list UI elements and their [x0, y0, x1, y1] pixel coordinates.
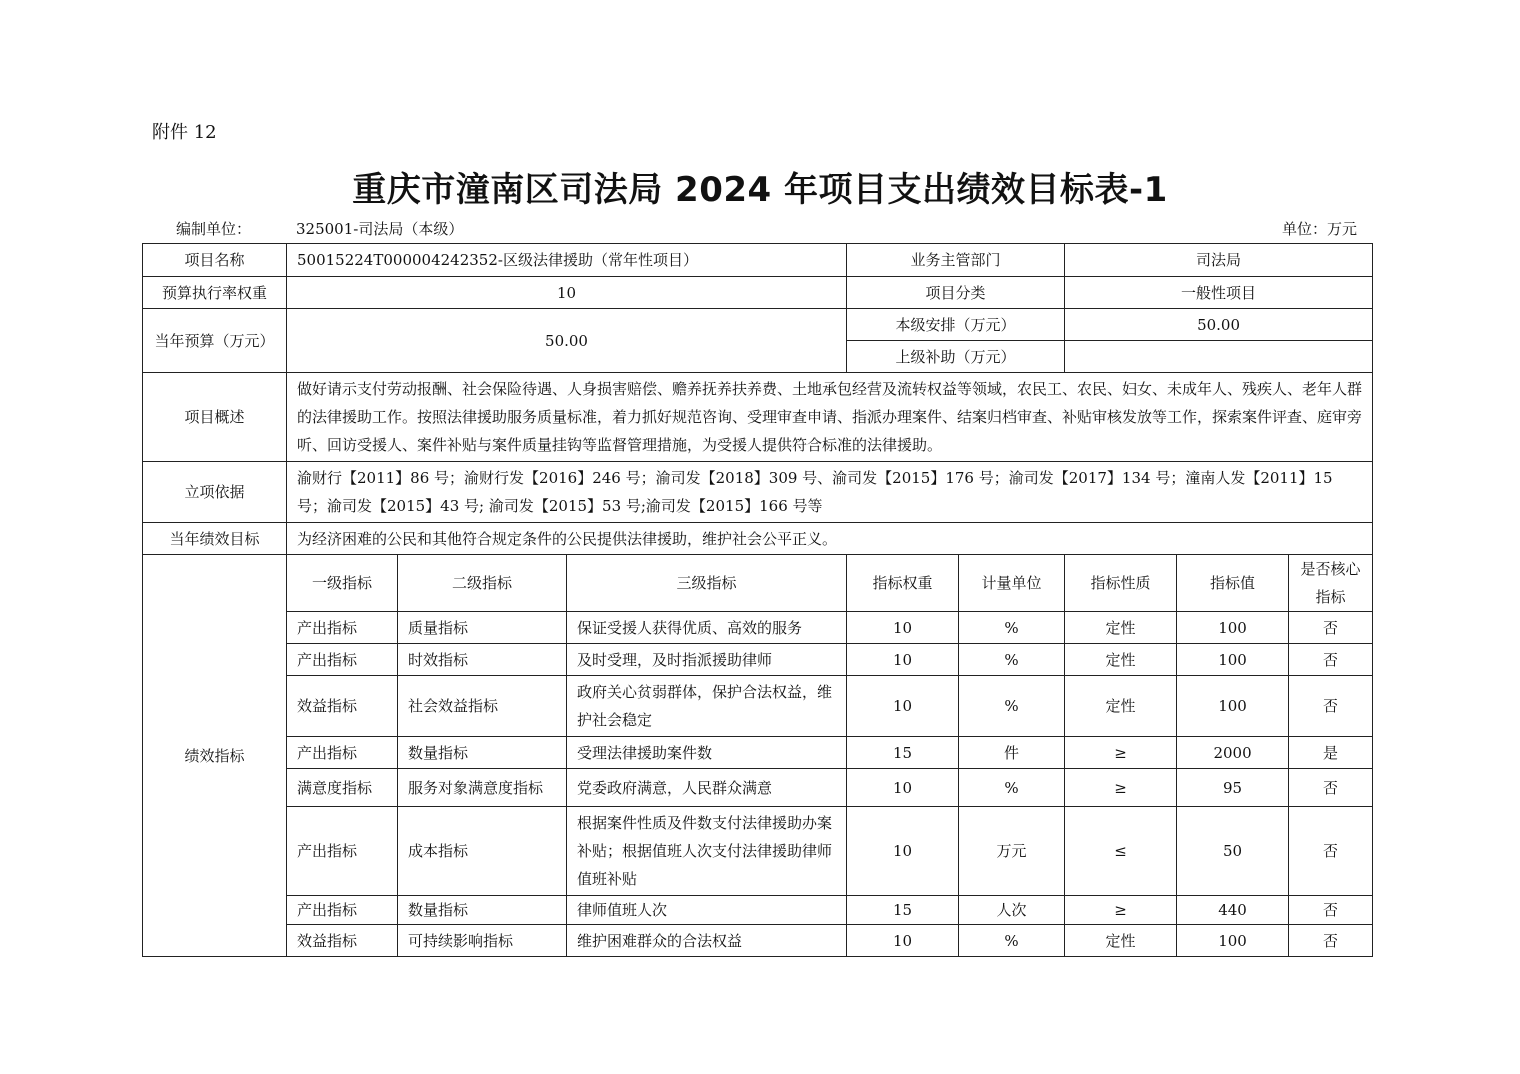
row-unit: 万元: [959, 807, 1065, 896]
row-level3: 党委政府满意，人民群众满意: [567, 769, 847, 807]
row-level2: 成本指标: [398, 807, 567, 896]
row-nature: ≥: [1065, 737, 1177, 769]
row-value: 95: [1177, 769, 1289, 807]
row-level2: 社会效益指标: [398, 676, 567, 737]
row-weight: 10: [847, 769, 959, 807]
dept-value: 司法局: [1065, 244, 1373, 277]
row-nature: ≥: [1065, 896, 1177, 925]
table-row: [143, 612, 1373, 644]
category-label: 项目分类: [847, 277, 1065, 309]
table-row: [143, 644, 1373, 676]
row-weight: 10: [847, 807, 959, 896]
category-value: 一般性项目: [1065, 277, 1373, 309]
row-level3: 维护困难群众的合法权益: [567, 925, 847, 957]
budget-row: [143, 309, 1373, 341]
row-level2: 时效指标: [398, 644, 567, 676]
row-level2: 数量指标: [398, 737, 567, 769]
goal-value: 为经济困难的公民和其他符合规定条件的公民提供法律援助，维护社会公平正义。: [287, 523, 1373, 555]
table-row: [143, 807, 1373, 896]
row-level3: 保证受援人获得优质、高效的服务: [567, 612, 847, 644]
basis-label: 立项依据: [143, 462, 287, 523]
project-name-value: 50015224T000004242352-区级法律援助（常年性项目）: [287, 244, 847, 277]
dept-label: 业务主管部门: [847, 244, 1065, 277]
row-unit: %: [959, 612, 1065, 644]
table-row: [143, 769, 1373, 807]
row-level2: 可持续影响指标: [398, 925, 567, 957]
row-weight: 15: [847, 737, 959, 769]
compiling-unit-label: 编制单位：: [176, 220, 252, 238]
row-core: 否: [1289, 644, 1373, 676]
goal-label: 当年绩效目标: [143, 523, 287, 555]
superior-value: [1065, 341, 1373, 373]
performance-table: [142, 243, 1373, 957]
row-core: 否: [1289, 807, 1373, 896]
row-level2: 服务对象满意度指标: [398, 769, 567, 807]
row-value: 50: [1177, 807, 1289, 896]
row-value: 2000: [1177, 737, 1289, 769]
overview-row: [143, 373, 1373, 462]
indicator-header-row: [143, 555, 1373, 612]
weight-label: 预算执行率权重: [143, 277, 287, 309]
row-value: 100: [1177, 676, 1289, 737]
row-core: 否: [1289, 612, 1373, 644]
overview-value: 做好请示支付劳动报酬、社会保险待遇、人身损害赔偿、赡养抚养扶养费、土地承包经营及流转权益等领域，农民工、农民、妇女、未成年人、残疾人、老年人群的法律援助工作。按照法律援助服务质量标准，着力抓好规范咨询、受理审查申请、指派办理案件、结案归档审查、补贴审核发放等工作，探索案件评查、庭审旁听、回访受援人、案件补贴与案件质量挂钩等监督管理措施，为受援人提供符合标准的法律援助。: [287, 373, 1373, 462]
weight-value: 10: [287, 277, 847, 309]
row-level3: 根据案件性质及件数支付法律援助办案补贴；根据值班人次支付法律援助律师值班补贴: [567, 807, 847, 896]
header-core: 是否核心指标: [1289, 555, 1373, 612]
row-unit: %: [959, 925, 1065, 957]
row-core: 否: [1289, 676, 1373, 737]
header-unit: 计量单位: [959, 555, 1065, 612]
compiling-unit-value: 325001-司法局（本级）: [296, 220, 464, 238]
row-level1: 产出指标: [287, 807, 398, 896]
row-core: 否: [1289, 925, 1373, 957]
row-level3: 受理法律援助案件数: [567, 737, 847, 769]
local-value: 50.00: [1065, 309, 1373, 341]
row-level2: 质量指标: [398, 612, 567, 644]
table-row: [143, 676, 1373, 737]
header-nature: 指标性质: [1065, 555, 1177, 612]
project-name-label: 项目名称: [143, 244, 287, 277]
row-weight: 10: [847, 925, 959, 957]
header-value: 指标值: [1177, 555, 1289, 612]
row-weight: 10: [847, 676, 959, 737]
table-row: [143, 896, 1373, 925]
row-value: 100: [1177, 644, 1289, 676]
row-level1: 产出指标: [287, 612, 398, 644]
budget-label: 当年预算（万元）: [143, 309, 287, 373]
row-value: 100: [1177, 925, 1289, 957]
table-row: [143, 737, 1373, 769]
header-level2: 二级指标: [398, 555, 567, 612]
row-weight: 15: [847, 896, 959, 925]
row-level2: 数量指标: [398, 896, 567, 925]
row-nature: ≤: [1065, 807, 1177, 896]
row-level1: 满意度指标: [287, 769, 398, 807]
row-unit: %: [959, 769, 1065, 807]
row-unit: %: [959, 676, 1065, 737]
row-level3: 及时受理，及时指派援助律师: [567, 644, 847, 676]
money-unit-label: 单位：万元: [1282, 220, 1358, 238]
row-weight: 10: [847, 612, 959, 644]
row-level3: 政府关心贫弱群体，保护合法权益，维护社会稳定: [567, 676, 847, 737]
row-core: 否: [1289, 896, 1373, 925]
row-nature: 定性: [1065, 925, 1177, 957]
row-value: 100: [1177, 612, 1289, 644]
row-level3: 律师值班人次: [567, 896, 847, 925]
row-level1: 产出指标: [287, 896, 398, 925]
row-nature: ≥: [1065, 769, 1177, 807]
row-core: 否: [1289, 769, 1373, 807]
page-title: 重庆市潼南区司法局 2024 年项目支出绩效目标表-1: [352, 170, 1168, 210]
row-unit: %: [959, 644, 1065, 676]
row-level1: 效益指标: [287, 676, 398, 737]
superior-label: 上级补助（万元）: [847, 341, 1065, 373]
budget-value: 50.00: [287, 309, 847, 373]
goal-row: [143, 523, 1373, 555]
table-row: [143, 925, 1373, 957]
row-nature: 定性: [1065, 612, 1177, 644]
row-unit: 件: [959, 737, 1065, 769]
row-level1: 产出指标: [287, 644, 398, 676]
project-name-row: [143, 244, 1373, 277]
attachment-label: 附件 12: [152, 122, 217, 143]
row-nature: 定性: [1065, 644, 1177, 676]
header-weight: 指标权重: [847, 555, 959, 612]
header-level3: 三级指标: [567, 555, 847, 612]
header-level1: 一级指标: [287, 555, 398, 612]
row-level1: 效益指标: [287, 925, 398, 957]
local-label: 本级安排（万元）: [847, 309, 1065, 341]
basis-row: [143, 462, 1373, 523]
row-core: 是: [1289, 737, 1373, 769]
row-weight: 10: [847, 644, 959, 676]
row-level1: 产出指标: [287, 737, 398, 769]
indicators-section-label: 绩效指标: [143, 555, 287, 957]
weight-row: [143, 277, 1373, 309]
row-value: 440: [1177, 896, 1289, 925]
overview-label: 项目概述: [143, 373, 287, 462]
row-unit: 人次: [959, 896, 1065, 925]
basis-value: 渝财行【2011】86 号；渝财行发【2016】246 号；渝司发【2018】309 号、渝司发【2015】176 号；渝司发【2017】134 号；潼南人发【2011】15 号；渝司发【2015】43 号; 渝司发【2015】53 号;渝司发【2015】166 号等: [287, 462, 1373, 523]
row-nature: 定性: [1065, 676, 1177, 737]
